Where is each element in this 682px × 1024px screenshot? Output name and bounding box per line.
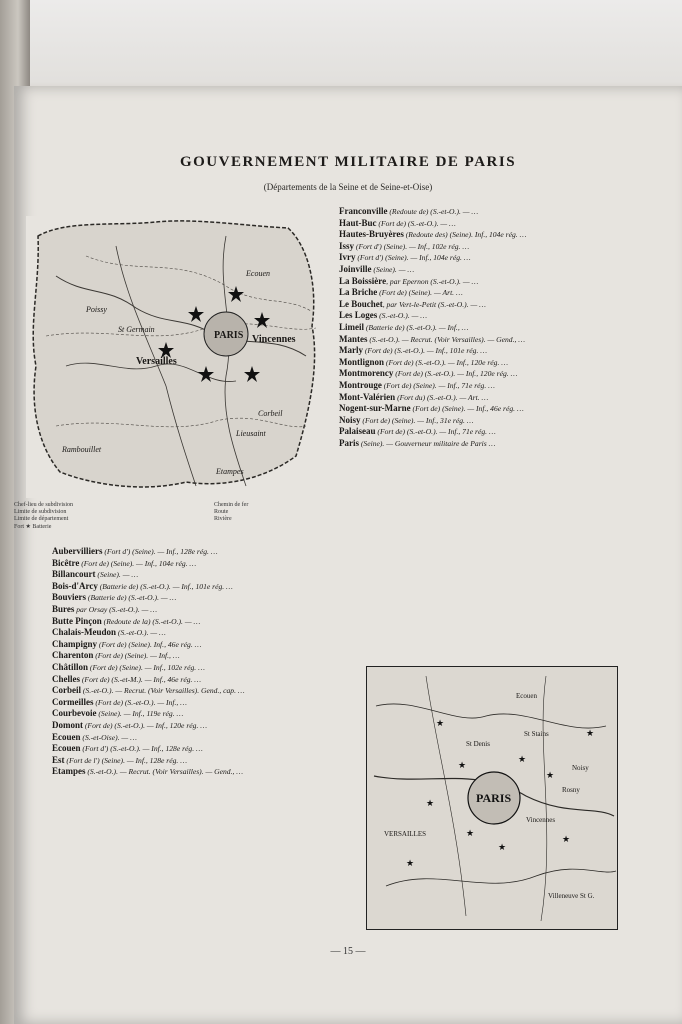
map-label-st-germain: St Germain xyxy=(118,325,155,334)
list-item: Butte Pinçon (Redoute de la) (S.-et-O.). — … xyxy=(52,615,201,626)
legend-item: Route xyxy=(214,509,229,515)
legend-item: Limite de subdivision xyxy=(14,509,67,515)
list-item: Domont (Fort de) (S.-et-O.). — Inf., 120e rég. … xyxy=(52,719,208,730)
map-label-paris: PARIS xyxy=(214,330,244,341)
list-item: Hautes-Bruyères (Redoute des) (Seine). Inf., 104e rég. … xyxy=(339,229,527,240)
map-label-versailles: VERSAILLES xyxy=(384,830,426,838)
list-item: Bicêtre (Fort de) (Seine). — Inf., 104e rég. … xyxy=(52,557,197,568)
page-subtitle: (Départements de la Seine et de Seine-et-Oise) xyxy=(263,182,433,192)
map-label-rosny: Rosny xyxy=(562,786,580,794)
map-label-lieusaint: Lieusaint xyxy=(236,429,266,438)
page-number: — 15 — xyxy=(330,946,366,957)
star-icon: ★ xyxy=(25,524,31,530)
fort-marker-icon: ★ xyxy=(436,718,445,728)
list-item: Joinville (Seine). — … xyxy=(339,263,415,274)
map-label-ecouen: Ecouen xyxy=(516,692,537,700)
map-label-vincennes: Vincennes xyxy=(252,334,296,345)
list-item: La Boissière, par Epernon (S.-et-O.). — … xyxy=(339,275,479,286)
region-map xyxy=(26,216,322,498)
fort-marker-icon: ★ xyxy=(406,858,415,868)
map-label-villeneuve: Villeneuve St G. xyxy=(548,892,595,900)
list-item: Corbeil (S.-et-O.). — Recrut. (Voir Versailles). Gend., cap. … xyxy=(52,685,245,696)
list-item: Marly (Fort de) (S.-et-O.). — Inf., 101e rég. … xyxy=(339,345,488,356)
list-item: Mont-Valérien (Fort du) (S.-et-O.). — Art. … xyxy=(339,391,489,402)
list-item: Ivry (Fort d') (Seine). — Inf., 104e rég. … xyxy=(339,252,471,263)
map-label-versailles: Versailles xyxy=(136,356,177,367)
list-item: Franconville (Redoute de) (S.-et-O.). — … xyxy=(339,206,479,216)
list-item: Champigny (Fort de) (Seine). Inf., 46e rég. … xyxy=(52,638,202,649)
list-item: Aubervilliers (Fort d') (Seine). — Inf., 128e rég. … xyxy=(52,546,218,556)
list-item: Montlignon (Fort de) (S.-et-O.). — Inf., 120e rég. … xyxy=(339,356,509,367)
list-item: Courbevoie (Seine). — Inf., 119e rég. … xyxy=(52,708,184,719)
legend-item: Limite de département xyxy=(14,516,69,522)
map-label-poissy: Poissy xyxy=(86,305,107,314)
list-item: Mantes (S.-et-O.). — Recrut. (Voir Versailles). — Gend., … xyxy=(339,333,526,344)
map-label-corbeil: Corbeil xyxy=(258,409,283,418)
legend-item: Fort ★ Batterie xyxy=(14,524,52,530)
list-item: Chalais-Meudon (S.-et-O.). — … xyxy=(52,627,166,638)
fort-marker-icon: ★ xyxy=(546,770,555,780)
list-item: Nogent-sur-Marne (Fort de) (Seine). — Inf., 46e rég. … xyxy=(339,403,524,414)
list-item: Noisy (Fort de) (Seine). — Inf., 31e rég. … xyxy=(339,414,474,425)
legend-item: Chef-lieu de subdivision xyxy=(14,502,73,508)
list-item: Chelles (Fort de) (S.-et-M.). — Inf., 46e rég. … xyxy=(52,673,202,684)
map-legend xyxy=(14,502,324,536)
map-label-st-denis: St Denis xyxy=(466,740,490,748)
fort-marker-icon: ★ xyxy=(426,798,435,808)
list-item: Palaiseau (Fort de) (S.-et-O.). — Inf., 71e rég. … xyxy=(339,426,496,437)
list-item: Bouviers (Batterie de) (S.-et-O.). — … xyxy=(52,592,177,603)
fort-marker-icon: ★ xyxy=(562,834,571,844)
list-item: Haut-Buc (Fort de) (S.-et-O.). — … xyxy=(339,217,456,228)
legend-item: Chemin de fer xyxy=(214,502,249,508)
map-label-vincennes: Vincennes xyxy=(526,816,556,824)
list-item: Paris (Seine). — Gouverneur militaire de Paris … xyxy=(339,437,496,448)
list-item: Cormeilles (Fort de) (S.-et-O.). — Inf., … xyxy=(52,696,187,707)
list-item: Charenton (Fort de) (Seine). — Inf., … xyxy=(52,650,180,661)
map-label-rambouillet: Rambouillet xyxy=(62,445,102,454)
map-label-paris: PARIS xyxy=(476,791,512,805)
list-item: Billancourt (Seine). — … xyxy=(52,569,139,580)
list-item: Etampes (S.-et-O.). — Recrut. (Voir Versailles). — Gend., … xyxy=(52,766,244,777)
list-item: Le Bouchet, par Vert-le-Petit (S.-et-O.). — … xyxy=(339,298,486,309)
map-label-etampes: Etampes xyxy=(216,467,244,476)
fort-marker-icon: ★ xyxy=(466,828,475,838)
legend-item: Rivière xyxy=(214,516,232,522)
entries-left-column xyxy=(52,546,330,778)
fort-marker-icon: ★ xyxy=(586,728,595,738)
list-item: Châtillon (Fort de) (Seine). — Inf., 102e rég. … xyxy=(52,661,205,672)
list-item: Montrouge (Fort de) (Seine). — Inf., 71e rég. … xyxy=(339,379,495,390)
list-item: Issy (Fort d') (Seine). — Inf., 102e rég. … xyxy=(339,240,470,251)
list-item: Les Loges (S.-et-O.). — … xyxy=(339,310,428,321)
paris-map xyxy=(366,666,618,930)
entries-right-column xyxy=(339,206,624,449)
list-item: La Briche (Fort de) (Seine). — Art. … xyxy=(339,287,463,298)
list-item: Ecouen (S.-et-Oise). — … xyxy=(52,731,137,742)
list-item: Ecouen (Fort d') (S.-et-O.). — Inf., 128e rég. … xyxy=(52,743,203,754)
list-item: Est (Fort de l') (Seine). — Inf., 128e rég. … xyxy=(52,754,187,765)
list-item: Bois-d'Arcy (Batterie de) (S.-et-O.). — Inf., 101e rég. … xyxy=(52,580,233,591)
book-page xyxy=(14,86,682,1024)
page-title: GOUVERNEMENT MILITAIRE DE PARIS xyxy=(179,154,517,170)
map-label-noisy: Noisy xyxy=(572,764,589,772)
list-item: Limeil (Batterie de) (S.-et-O.). — Inf., … xyxy=(339,321,469,332)
list-item: Montmorency (Fort de) (S.-et-O.). — Inf., 120e rég. … xyxy=(339,368,518,379)
list-item: Bures par Orsay (S.-et-O.). — … xyxy=(52,603,158,614)
map-label-st-stains: St Stains xyxy=(524,730,549,738)
fort-marker-icon: ★ xyxy=(498,842,507,852)
fort-marker-icon: ★ xyxy=(518,754,527,764)
fort-marker-icon: ★ xyxy=(458,760,467,770)
map-label-ecouen: Ecouen xyxy=(246,269,270,278)
